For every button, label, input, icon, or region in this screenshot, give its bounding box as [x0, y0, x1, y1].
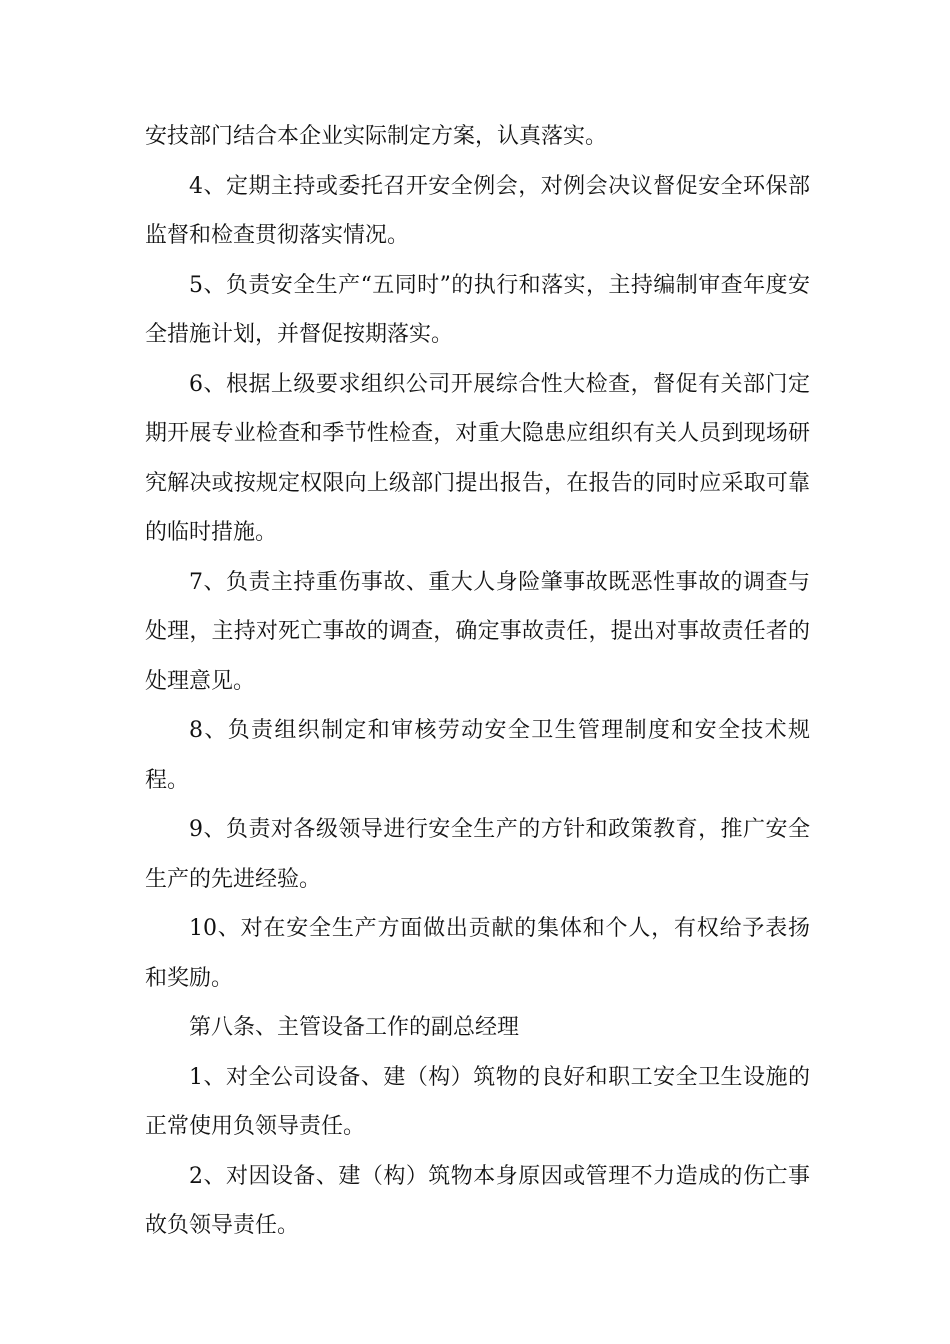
paragraph-item-10: 10、对在安全生产方面做出贡献的集体和个人，有权给予表扬和奖励。 — [145, 916, 810, 991]
paragraph-article-8-item-2: 2、对因设备、建（构）筑物本身原因或管理不力造成的伤亡事故负领导责任。 — [145, 1163, 810, 1238]
document-body — [145, 112, 810, 1251]
section-heading-article-8: 第八条、主管设备工作的副总经理 — [189, 1015, 520, 1040]
paragraph-article-8-item-1: 1、对全公司设备、建（构）筑物的良好和职工安全卫生设施的正常使用负领导责任。 — [145, 1064, 810, 1139]
paragraph-continuation: 安技部门结合本企业实际制定方案，认真落实。 — [145, 124, 608, 149]
paragraph-item-9: 9、负责对各级领导进行安全生产的方针和政策教育，推广安全生产的先进经验。 — [145, 817, 810, 892]
paragraph-item-7: 7、负责主持重伤事故、重大人身险肇事故既恶性事故的调查与处理，主持对死亡事故的调查，确定事故责任，提出对事故责任者的处理意见。 — [145, 569, 810, 694]
paragraph-item-8: 8、负责组织制定和审核劳动安全卫生管理制度和安全技术规程。 — [145, 718, 810, 793]
paragraph-item-5: 5、负责安全生产“五同时”的执行和落实，主持编制审查年度安全措施计划，并督促按期落实。 — [145, 272, 810, 347]
paragraph-item-6: 6、根据上级要求组织公司开展综合性大检查，督促有关部门定期开展专业检查和季节性检查，对重大隐患应组织有关人员到现场研究解决或按规定权限向上级部门提出报告，在报告的同时应采取可靠的临时措施。 — [145, 371, 810, 545]
paragraph-item-4: 4、定期主持或委托召开安全例会，对例会决议督促安全环保部监督和检查贯彻落实情况。 — [145, 173, 810, 248]
